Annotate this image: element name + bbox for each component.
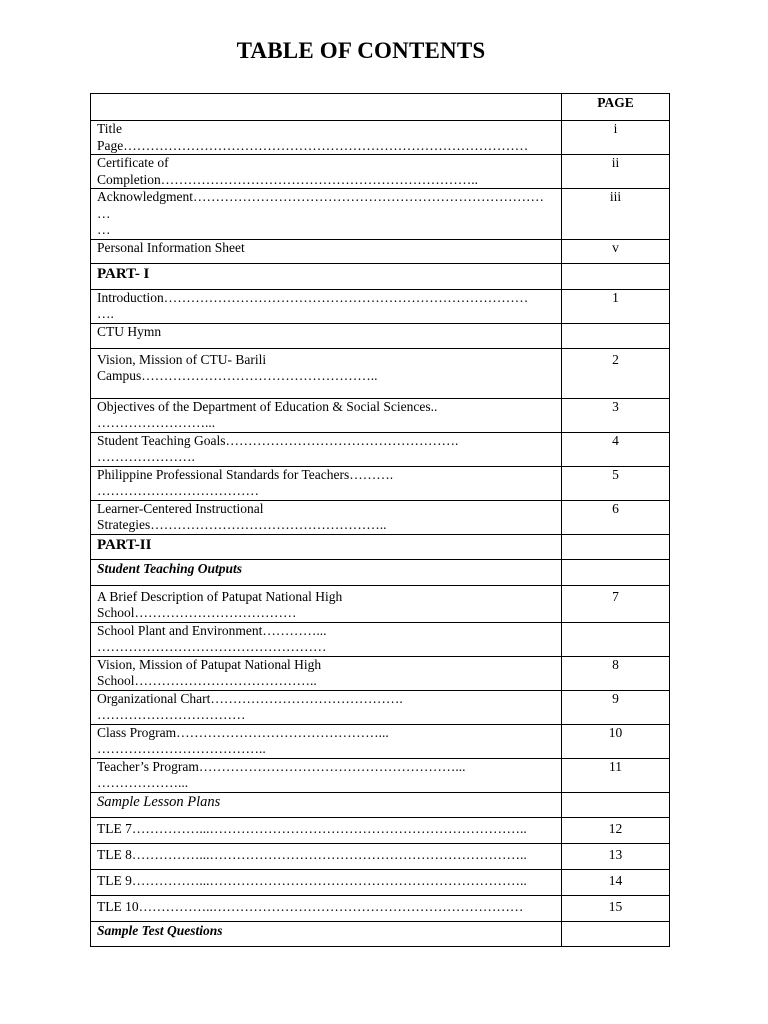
toc-entry-text: Title Page……………………………………………………………………………… (97, 121, 529, 153)
toc-page-number: 6 (612, 500, 619, 516)
toc-page-cell (562, 348, 670, 398)
toc-row-tle-9 (91, 869, 670, 895)
toc-entry-cell (91, 289, 562, 323)
toc-row-learner-centered (91, 500, 670, 534)
toc-page-cell (562, 656, 670, 690)
toc-entry-cell (91, 432, 562, 466)
toc-row-lesson-plans (91, 792, 670, 817)
toc-page-number: 7 (612, 588, 619, 604)
toc-subsection-cell (91, 792, 562, 817)
toc-entry-cell (91, 724, 562, 758)
toc-page-cell (562, 432, 670, 466)
toc-entry-cell (91, 466, 562, 500)
toc-page-number: 8 (612, 656, 619, 672)
toc-table (90, 93, 670, 947)
toc-subsection-heading: Sample Test Questions (97, 922, 223, 938)
toc-row-certificate (91, 155, 670, 189)
toc-row-vision-patupat (91, 656, 670, 690)
toc-entry-cell (91, 500, 562, 534)
toc-entry-text: TLE 9……………...…………………………………………………………….. (97, 872, 527, 888)
toc-page-cell (562, 121, 670, 155)
toc-section-cell (91, 534, 562, 559)
toc-entry-text: Organizational Chart……………………………………. …………………………… (97, 690, 403, 722)
toc-page-number: 9 (612, 690, 619, 706)
toc-page-cell (562, 869, 670, 895)
toc-page-number (562, 922, 669, 923)
toc-entry-cell (91, 895, 562, 921)
toc-entry-cell (91, 239, 562, 263)
toc-page-number: v (612, 239, 619, 255)
toc-page-cell (562, 895, 670, 921)
toc-row-personal-info (91, 239, 670, 263)
toc-row-tle-8 (91, 843, 670, 869)
toc-entry-text: Introduction……………………………………………………………………… …. (97, 289, 529, 321)
toc-row-teaching-outputs (91, 559, 670, 585)
toc-subsection-cell (91, 921, 562, 946)
toc-row-title-page (91, 121, 670, 155)
toc-page-cell (562, 758, 670, 792)
toc-row-vision-ctu (91, 348, 670, 398)
toc-subsection-heading: Student Teaching Outputs (97, 560, 243, 576)
toc-page-cell (562, 289, 670, 323)
toc-entry-text: TLE 10……………..…………………………………………………………… (97, 898, 524, 914)
toc-page-number (562, 560, 669, 561)
toc-page-cell (562, 263, 670, 289)
toc-page-number: 3 (612, 398, 619, 414)
toc-page-cell (562, 398, 670, 432)
toc-entry-text: Vision, Mission of CTU- Barili Campus…………………………………………….. (97, 351, 378, 383)
toc-row-ctu-hymn (91, 323, 670, 348)
toc-page-number: iii (609, 189, 622, 204)
toc-entry-text: Class Program………………………………………... ……………………………….. (97, 724, 389, 756)
toc-page-cell (562, 690, 670, 724)
toc-row-class-program (91, 724, 670, 758)
toc-row-tle-7 (91, 817, 670, 843)
toc-entry-cell (91, 155, 562, 189)
toc-entry-text: Student Teaching Goals……………………………………………. …………………. (97, 432, 459, 464)
toc-page-number: 13 (608, 846, 623, 862)
toc-header-page-label: PAGE (562, 94, 670, 121)
toc-page-number (562, 535, 669, 537)
toc-page-cell (562, 155, 670, 189)
toc-page-cell (562, 622, 670, 656)
toc-page-cell (562, 466, 670, 500)
toc-entry-text: Learner-Centered Instructional Strategies…………………………………………….. (97, 500, 387, 532)
toc-page-number: 12 (608, 820, 623, 836)
toc-entry-cell (91, 189, 562, 240)
toc-entry-text: Philippine Professional Standards for Teachers………. ……………………………… (97, 466, 394, 498)
toc-page-cell (562, 921, 670, 946)
toc-entry-cell (91, 622, 562, 656)
toc-entry-cell (91, 758, 562, 792)
toc-row-teaching-goals (91, 432, 670, 466)
toc-row-ppst (91, 466, 670, 500)
toc-entry-text: A Brief Description of Patupat National High School……………………………… (97, 588, 343, 620)
toc-page-cell (562, 792, 670, 817)
toc-entry-cell (91, 817, 562, 843)
toc-row-test-questions (91, 921, 670, 946)
toc-entry-text: TLE 7……………...…………………………………………………………….. (97, 820, 527, 836)
toc-page-number: 14 (608, 872, 623, 888)
toc-entry-cell (91, 323, 562, 348)
toc-entry-text: Certificate of Completion…………………………………………………………….. (97, 155, 478, 187)
toc-page-number: i (613, 121, 618, 136)
toc-page-cell (562, 724, 670, 758)
toc-row-tle-10 (91, 895, 670, 921)
toc-entry-cell (91, 843, 562, 869)
toc-section-cell (91, 263, 562, 289)
toc-page-cell (562, 817, 670, 843)
toc-page-number (562, 264, 669, 266)
toc-page-cell (562, 843, 670, 869)
toc-entry-text: Acknowledgment……………………………………………………………………… … (97, 189, 544, 237)
toc-page-cell (562, 585, 670, 622)
toc-subsection-heading: Sample Lesson Plans (97, 793, 221, 810)
toc-entry-text: Teacher’s Program…………………………………………………... ………………... (97, 758, 466, 790)
toc-entry-cell (91, 585, 562, 622)
toc-page-cell (562, 189, 670, 240)
toc-page-number: 4 (612, 432, 619, 448)
toc-page-number: 2 (612, 351, 619, 367)
toc-entry-cell (91, 348, 562, 398)
toc-entry-cell (91, 121, 562, 155)
toc-entry-text: Personal Information Sheet (97, 239, 245, 255)
toc-entry-text: Objectives of the Department of Education & Social Sciences.. ……………………... (97, 398, 438, 430)
toc-entry-text: CTU Hymn (97, 323, 162, 339)
toc-entry-text: TLE 8……………...…………………………………………………………….. (97, 846, 527, 862)
toc-section-heading: PART- I (97, 265, 150, 282)
toc-page-number: ii (611, 155, 620, 170)
toc-page-number (562, 793, 669, 794)
toc-subsection-cell (91, 559, 562, 585)
toc-page-number: 10 (608, 724, 623, 740)
toc-row-introduction (91, 289, 670, 323)
toc-entry-cell (91, 656, 562, 690)
toc-row-part-1 (91, 263, 670, 289)
toc-page-cell (562, 323, 670, 348)
toc-row-school-description (91, 585, 670, 622)
toc-row-teacher-program (91, 758, 670, 792)
toc-page-number: 11 (609, 758, 622, 774)
toc-entry-text: School Plant and Environment…………... …………………………………………… (97, 622, 327, 654)
toc-row-part-2 (91, 534, 670, 559)
toc-header-title-cell (91, 94, 562, 121)
toc-section-heading: PART-II (97, 536, 152, 553)
toc-entry-cell (91, 690, 562, 724)
toc-row-acknowledgment (91, 189, 670, 240)
toc-page-cell (562, 559, 670, 585)
toc-page-number: 15 (608, 898, 623, 914)
toc-page-number: 5 (612, 466, 619, 482)
document-title: TABLE OF CONTENTS (236, 38, 486, 63)
toc-row-org-chart (91, 690, 670, 724)
toc-page-cell (562, 500, 670, 534)
toc-page-number: 1 (612, 289, 619, 305)
toc-entry-cell (91, 398, 562, 432)
toc-page-cell (562, 239, 670, 263)
toc-row-objectives (91, 398, 670, 432)
toc-entry-text: Vision, Mission of Patupat National High School………………………………….. (97, 656, 322, 688)
toc-row-school-plant (91, 622, 670, 656)
toc-page-cell (562, 534, 670, 559)
toc-entry-cell (91, 869, 562, 895)
toc-header-row (91, 94, 670, 121)
